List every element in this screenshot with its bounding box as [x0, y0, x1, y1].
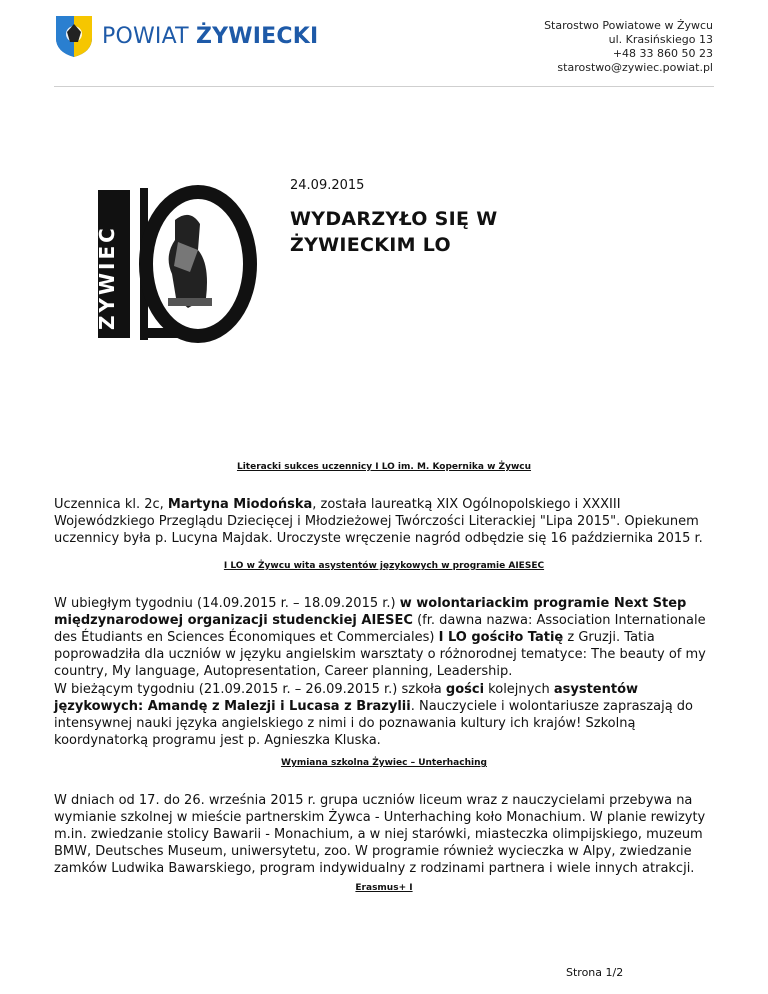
brand-name-part1: POWIAT [102, 23, 196, 49]
page-number: Strona 1/2 [566, 966, 624, 979]
section-heading-literary-success: Literacki sukces uczennicy I LO im. M. Kopernika w Żywcu [236, 462, 532, 472]
paragraph-literary-success [54, 496, 714, 547]
paragraph-aiesec-current-week [54, 681, 714, 749]
text-run: W dniach od 17. do 26. września 2015 r. grupa uczniów liceum wraz z nauczycielami przebywa na wymianie szkolnej w mieście partnerskim Żywca - Unterhaching koło Monachium. W planie rewizyty m.in. zwiedzanie stolicy Bawarii - Monachium, a w niej starówki, miasteczka olimpijskiego, muzeum BMW, Deutsches Museum, uniwersytetu, zoo. W programie również wycieczka w Alpy, zwiedzanie zamków Ludwika Bawarskiego, program indywidualny z rodzinami partnera i wiele innych atrakcji. [54, 793, 706, 876]
header-divider [54, 86, 714, 87]
text-run: W bieżącym tygodniu (21.09.2015 r. – 26.09.2015 r.) szkoła [54, 682, 446, 697]
phone-number: +48 33 860 50 23 [612, 47, 713, 60]
text-run: , została laureatką XIX Ogólnopolskiego i XXXIII Wojewódzkiego Przeglądu Dziecięcej i Młodzieżowej Twórczości Literackiej "Lipa 2015". Opiekunem uczennicy była p. Lucyna Majdak. Uroczyste wręczenie nagród odbędzie się 16 października 2015 r. [54, 497, 703, 546]
bold-text-run: gości [445, 682, 485, 697]
email-address[interactable]: starostwo@zywiec.powiat.pl [557, 61, 713, 74]
paragraph-aiesec-tatia [54, 595, 714, 680]
contact-block [544, 19, 713, 75]
article-date: 24.09.2015 [290, 178, 365, 193]
section-heading-aiesec: I LO w Żywcu wita asystentów językowych w programie AIESEC [223, 561, 545, 571]
text-run: (fr. dawna nazwa: Association Internationale des Étudiants en Sciences Économiques et Commerciales) [54, 613, 706, 645]
bold-text-run: Martyna Miodońska [167, 497, 313, 512]
bold-text-run: w wolontariackim programie Next Step międzynarodowej organizacji studenckiej AIESEC [54, 596, 687, 628]
bold-text-run: asystentów językowych: Amandę z Malezji i Lucasa z Brazylii [54, 682, 639, 714]
text-run: Uczennica kl. 2c, [54, 497, 168, 512]
street-address: ul. Krasińskiego 13 [608, 33, 713, 46]
school-logo-text: ŻYWIEC [95, 225, 119, 330]
text-run: W ubiegłym tygodniu (14.09.2015 r. – 18.09.2015 r.) [54, 596, 400, 611]
powiat-logo[interactable] [54, 14, 318, 58]
section-heading-erasmus: Erasmus+ I [355, 883, 413, 893]
article-title: WYDARZYŁO SIĘ W ŻYWIECKIM LO [290, 208, 498, 256]
bold-text-run: I LO gościło Tatię [438, 630, 564, 645]
section-heading-exchange: Wymiana szkolna Żywiec – Unterhaching [281, 758, 487, 768]
brand-name-part2: ŻYWIECKI [196, 23, 319, 49]
text-run: z Gruzji. Tatia poprowadziła dla uczniów w języku angielskim warsztaty o różnorodnej tematyce: The beauty of my country, My language, Autopresentation, Career planning, Leadership. [54, 630, 706, 679]
coat-of-arms-icon [54, 14, 94, 58]
text-run: kolejnych [484, 682, 554, 697]
text-run: . Nauczyciele i wolontariusze zapraszają do intensywnej nauki języka angielskiego z nimi i do poznawania kultury ich krajów! Szkolną koordynatorką programu jest p. Agnieszka Kluska. [54, 699, 694, 748]
school-logo-image [80, 180, 260, 350]
office-name: Starostwo Powiatowe w Żywcu [544, 19, 713, 32]
paragraph-exchange [54, 792, 714, 877]
